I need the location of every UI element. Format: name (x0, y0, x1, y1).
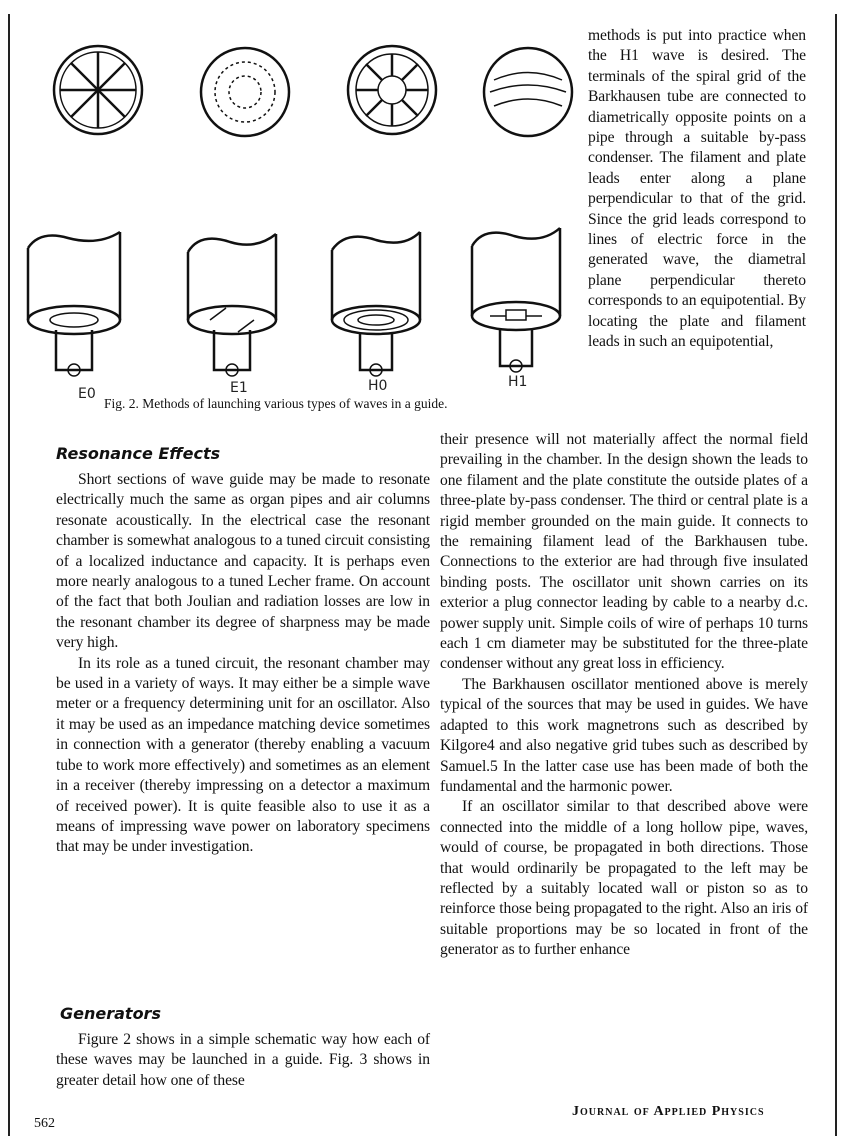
h1-field-pattern (484, 48, 572, 136)
journal-name: Journal of Applied Physics (572, 1104, 765, 1119)
label-e1: E1 (230, 380, 248, 396)
e0-field-pattern (54, 46, 142, 134)
heading-resonance-effects: Resonance Effects (56, 444, 221, 463)
h1-launcher (472, 228, 560, 372)
label-e0: E0 (78, 386, 96, 402)
wave-launch-diagram (20, 20, 585, 420)
figure-2 (20, 20, 585, 420)
right-column (440, 430, 808, 961)
paragraph: In its role as a tuned circuit, the resonant chamber may be used in a variety of ways. It may either be a simple wave meter or a frequency determining unit for an oscillator. Also it may be used as an impedance matching device sometimes in connection with a generator (thereby enabling a vacuum tube to work more effectively) and sometimes as an element in a receiver (thereby impressing on a detector a maximum of received power). It is quite feasible also to use it as a means of impressing wave power on laboratory specimens that may be under investigation. (56, 654, 430, 856)
e0-launcher (28, 232, 120, 376)
paragraph: their presence will not materially affect the normal field prevailing in the chamber. In the design shown the leads to one filament and the plate constitute the outside plates of a three-plate by-pass condenser. The third or central plate is a rigid member grounded on the main guide. It connects to the remaining filament lead of the Barkhausen tube. Connections to the exterior are had through five insulated binding posts. The oscillator unit shown carries on its exterior a plug connector leading by cable to a nearby d.c. power supply unit. Simple coils of wire of perhaps 10 turns each 1 cm diameter may be substituted for the three-plate condenser without any great loss in efficiency. (440, 431, 808, 673)
paragraph: The Barkhausen oscillator mentioned above is merely typical of the sources that may be used in guides. We have adapted to this work magnetrons such as described by Kilgore4 and also negative grid tubes such as described by Samuel.5 In the latter case use has been made of both the fundamental and the harmonic power. (440, 675, 808, 795)
heading-generators: Generators (60, 1004, 161, 1023)
e1-launcher (188, 234, 276, 376)
page-number: 562 (34, 1116, 55, 1131)
top-right-text (588, 26, 806, 353)
left-column (56, 470, 430, 858)
paragraph: If an oscillator similar to that described above were connected into the middle of a long hollow pipe, waves, would of course, be propagated in both directions. Those that would ordinarily be propagated to the left may be reflected by a suitably located wall or piston so as to reinforce those being propagated to the right. Also an iris of suitable proportions may be so located in front of the generator as to further enhance (440, 798, 808, 959)
paragraph: Short sections of wave guide may be made to resonate electrically much the same as organ pipes and air columns resonate acoustically. In the electrical case the resonant chamber is somewhat analogous to a tuned circuit consisting of a localized inductance and capacity. It is perhaps even more nearly analogous to a tuned Lecher frame. On account of the fact that both Joulian and radiation losses are low in the resonant chamber its degree of sharpness may be made very high. (56, 471, 430, 652)
left-column-generators (56, 1030, 430, 1091)
paragraph: Figure 2 shows in a simple schematic way how each of these waves may be launched in a guide. Fig. 3 shows in greater detail how one of these (56, 1031, 430, 1089)
e1-field-pattern (201, 48, 289, 136)
figure-caption: Fig. 2. Methods of launching various types of waves in a guide. (104, 396, 448, 411)
h0-launcher (332, 232, 420, 376)
label-h1: H1 (508, 374, 528, 390)
label-h0: H0 (368, 378, 388, 394)
h0-field-pattern (348, 46, 436, 134)
paragraph: methods is put into practice when the H1 wave is desired. The terminals of the spiral grid of the Barkhausen tube are connected to diametrically opposite points on a pipe through a suitable by-pass condenser. The filament and plate leads enter along a plane perpendicular to that of the grid. Since the grid leads correspond to lines of electric force in the generated wave, the diametral plane perpendicular thereto corresponds to an equipotential. By locating the plate and filament leads in such an equipotential, (588, 27, 806, 351)
